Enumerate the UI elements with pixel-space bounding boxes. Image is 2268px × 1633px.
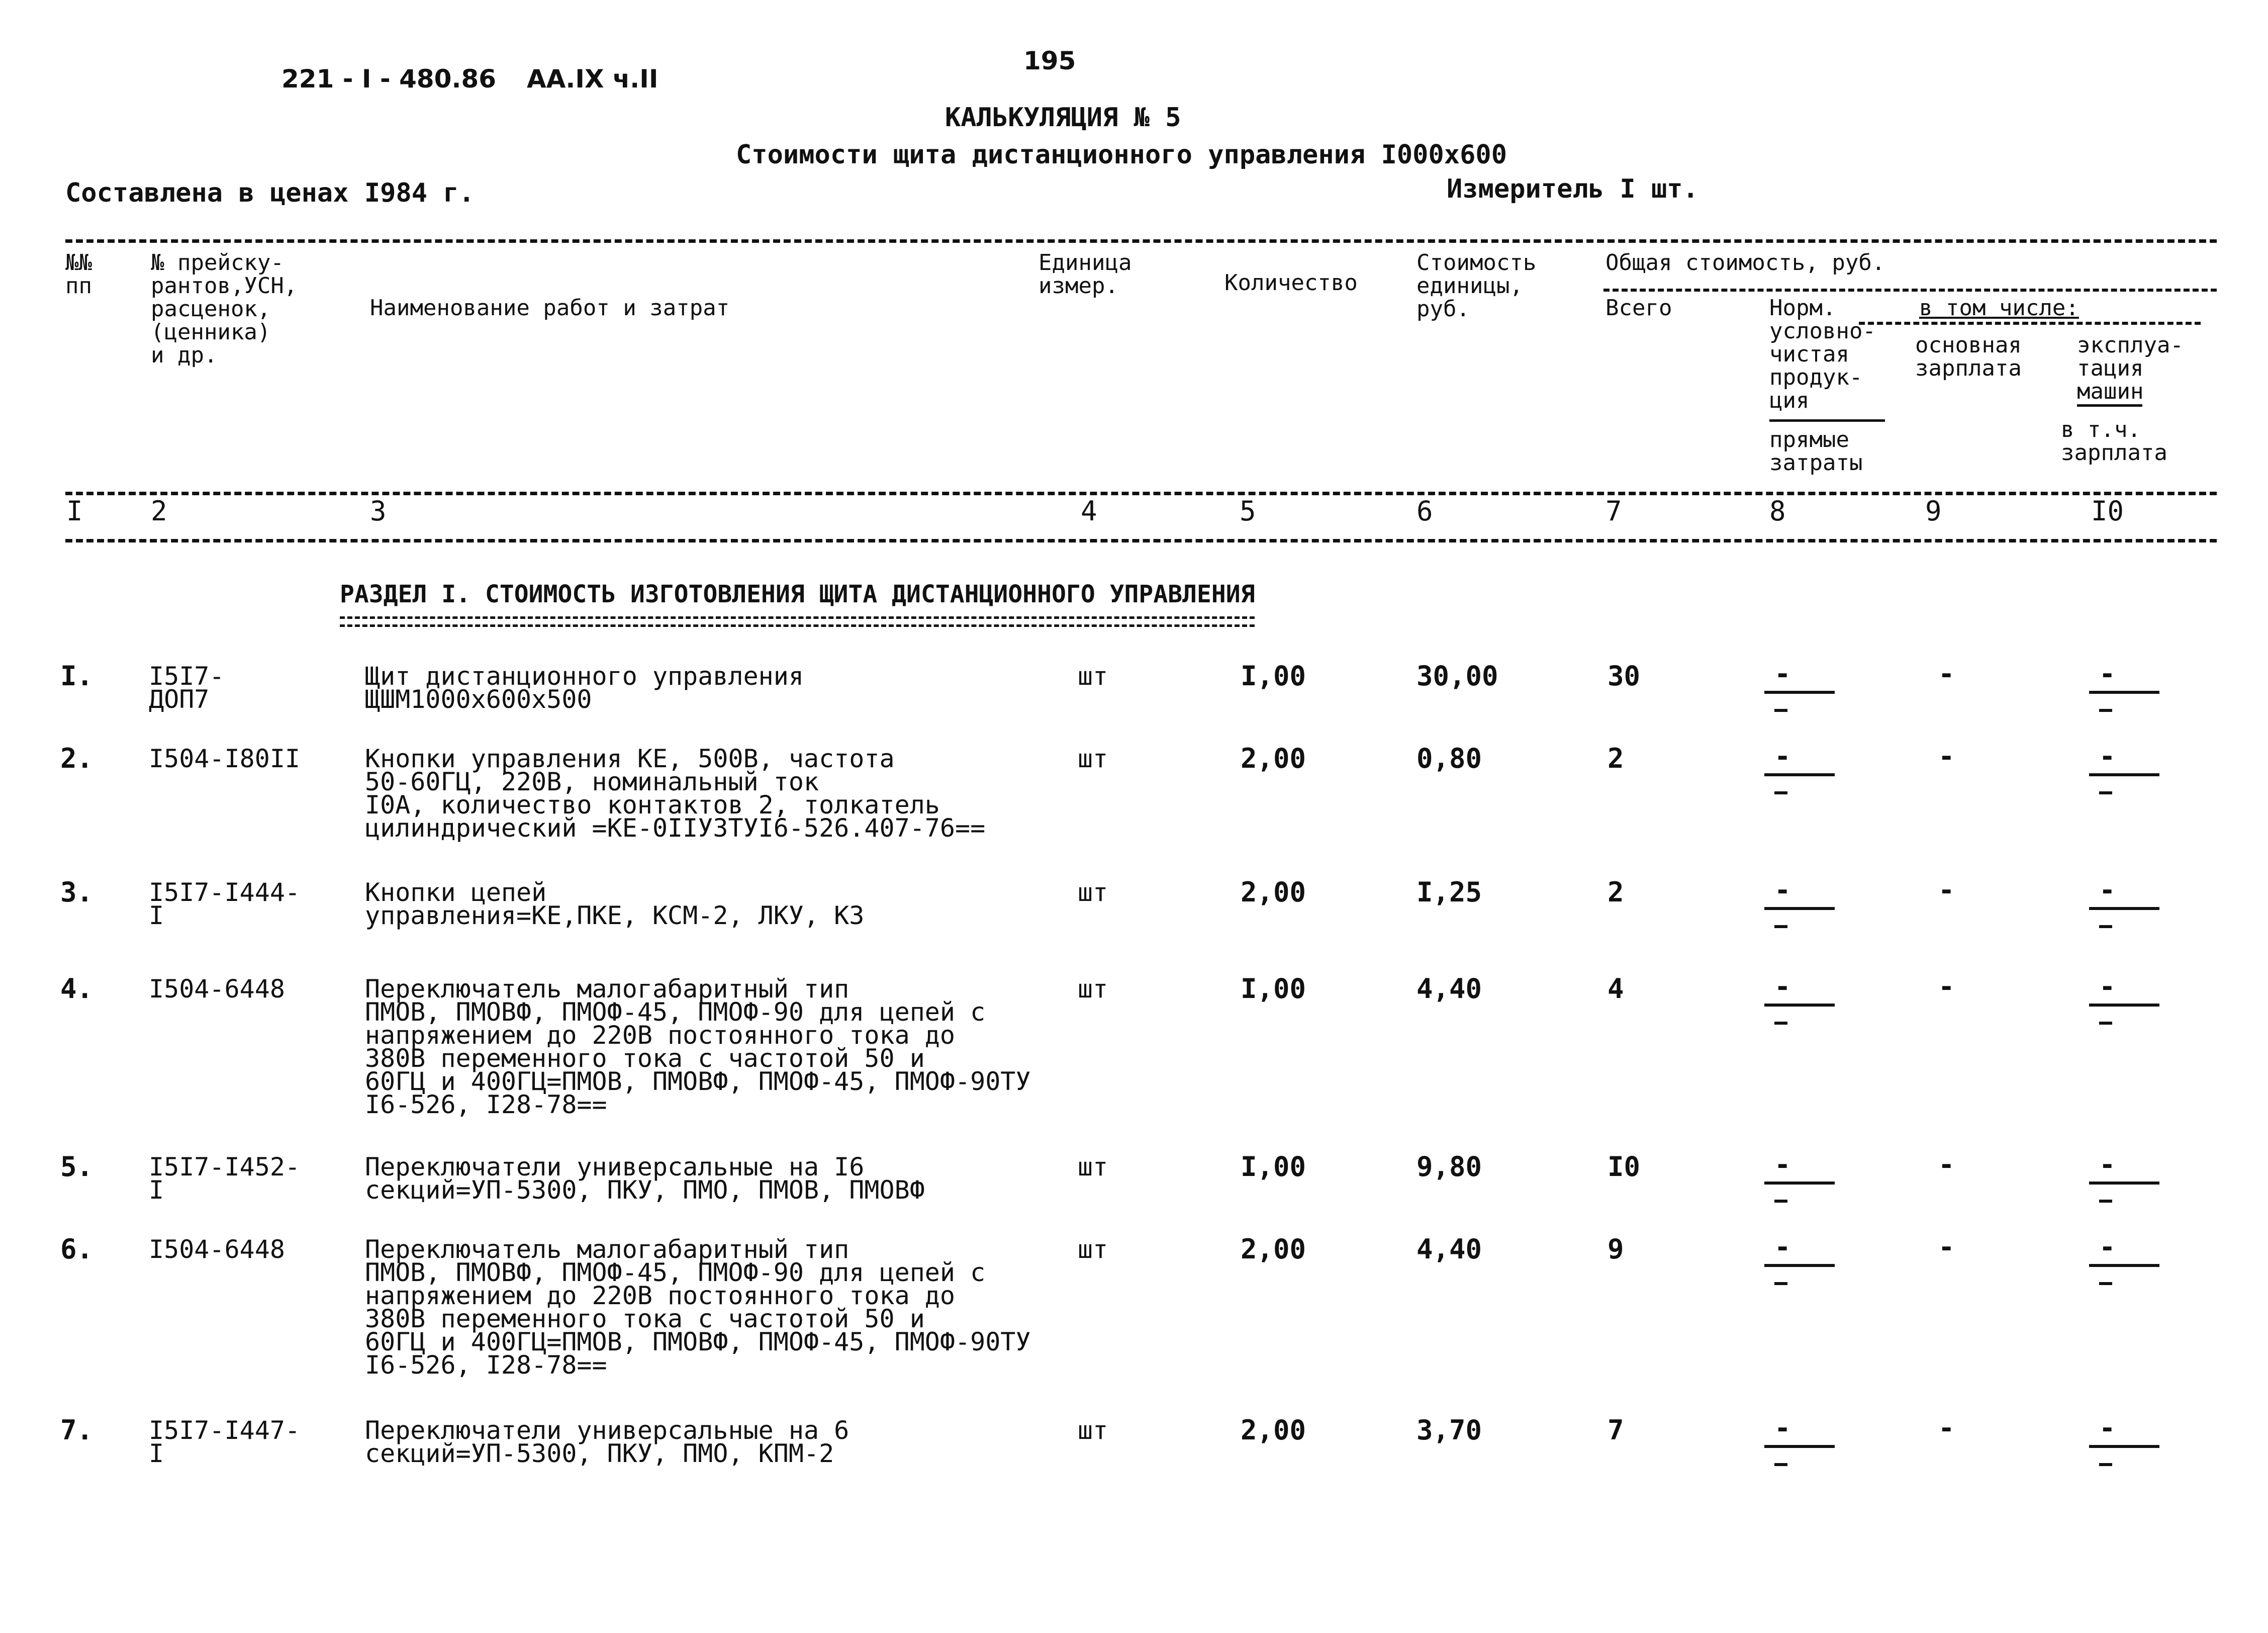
row-name: Щит дистанционного управления ЩШМ1000х600х500 bbox=[365, 662, 804, 714]
row-c10-value: - bbox=[2099, 741, 2116, 772]
header-bottom-rule bbox=[65, 539, 2217, 542]
colnum-2: 2 bbox=[151, 495, 167, 527]
row-c10-lower-dash bbox=[2099, 1282, 2112, 1285]
row-c8-value: - bbox=[1774, 874, 1791, 906]
header-total: Всего bbox=[1605, 295, 1672, 321]
row-c10-value: - bbox=[2099, 1149, 2116, 1181]
row-c9-value: - bbox=[1938, 1149, 1955, 1181]
row-c10-fraction-line bbox=[2089, 1445, 2159, 1448]
row-pricelist: I504-6448 bbox=[149, 1235, 285, 1264]
row-number: I. bbox=[60, 660, 93, 692]
row-c8-fraction-line bbox=[1764, 1264, 1835, 1267]
row-unit-price: I,25 bbox=[1416, 876, 1482, 908]
row-c10-lower-dash bbox=[2099, 1200, 2112, 1203]
row-total: I0 bbox=[1608, 1151, 1641, 1183]
row-c10-value: - bbox=[2099, 971, 2116, 1003]
row-name: Кнопки управления КЕ, 500В, частота 50-60ГЦ, 220В, номинальный ток I0А, количество контактов 2, толкатель цилиндрический =КЕ-0IIУ3ТУI6-526.407-76== bbox=[365, 744, 986, 843]
row-number: 7. bbox=[60, 1414, 93, 1446]
row-number: 5. bbox=[60, 1151, 93, 1183]
row-total: 4 bbox=[1608, 973, 1624, 1005]
row-c8-lower-dash bbox=[1774, 1282, 1787, 1285]
header-unit-price: Стоимость единицы, руб. bbox=[1416, 250, 1537, 322]
row-c10-lower-dash bbox=[2099, 709, 2112, 712]
header-c8b: прямые затраты bbox=[1769, 427, 1863, 476]
row-c8-fraction-line bbox=[1764, 773, 1835, 776]
header-c8a: Норм. условно- чистая продук- ция bbox=[1769, 295, 1876, 413]
row-c10-fraction-line bbox=[2089, 1264, 2159, 1267]
c8-divider bbox=[1769, 419, 1885, 422]
row-c10-fraction-line bbox=[2089, 1004, 2159, 1007]
section-underline-2 bbox=[340, 624, 1255, 627]
row-number: 4. bbox=[60, 973, 93, 1005]
header-including: в том числе: bbox=[1919, 295, 2079, 321]
row-c8-value: - bbox=[1774, 1231, 1791, 1263]
row-c9-value: - bbox=[1938, 1231, 1955, 1263]
colnum-9: 9 bbox=[1925, 495, 1942, 527]
measurement-unit: Измеритель I шт. bbox=[1447, 174, 1698, 204]
row-unit: шт bbox=[1078, 974, 1108, 1004]
row-quantity: I,00 bbox=[1241, 973, 1306, 1005]
colnum-1: I bbox=[66, 495, 83, 527]
row-name: Переключатель малогабаритный тип ПМОВ, ПМОВФ, ПМОФ-45, ПМОФ-90 для цепей с напряжением до 220В постоянного тока до 380В переменного тока с частотой 50 и 60ГЦ и 400ГЦ=ПМОВ, ПМОВФ, ПМОФ-45, ПМОФ-90ТУ I6-526, I28-78== bbox=[365, 974, 1031, 1119]
row-name: Переключатель малогабаритный тип ПМОВ, ПМОВФ, ПМОФ-45, ПМОФ-90 для цепей с напряжением до 220В постоянного тока до 380В переменного тока с частотой 50 и 60ГЦ и 400ГЦ=ПМОВ, ПМОВФ, ПМОФ-45, ПМОФ-90ТУ I6-526, I28-78== bbox=[365, 1235, 1031, 1380]
row-c8-lower-dash bbox=[1774, 709, 1787, 712]
row-unit-price: 0,80 bbox=[1416, 743, 1482, 774]
colnum-3: 3 bbox=[370, 495, 387, 527]
row-pricelist: I5I7-I447- I bbox=[149, 1416, 301, 1468]
header-c10b: в т.ч. зарплата bbox=[2061, 417, 2167, 466]
row-c10-fraction-line bbox=[2089, 1182, 2159, 1185]
row-c9-value: - bbox=[1938, 971, 1955, 1003]
header-c9: основная зарплата bbox=[1915, 332, 2022, 381]
header-row-number: №№ пп bbox=[65, 250, 92, 299]
row-c10-value: - bbox=[2099, 658, 2116, 690]
row-c8-value: - bbox=[1774, 658, 1791, 690]
row-c8-lower-dash bbox=[1774, 925, 1787, 928]
row-unit: шт bbox=[1078, 1235, 1108, 1264]
row-c10-fraction-line bbox=[2089, 773, 2159, 776]
row-c10-value: - bbox=[2099, 1231, 2116, 1263]
row-c10-value: - bbox=[2099, 1412, 2116, 1444]
header-mid-rule bbox=[65, 492, 2217, 495]
row-pricelist: I5I7- ДОП7 bbox=[149, 662, 225, 714]
section-title: РАЗДЕЛ I. СТОИМОСТЬ ИЗГОТОВЛЕНИЯ ЩИТА ДИСТАНЦИОННОГО УПРАВЛЕНИЯ bbox=[340, 580, 1255, 608]
row-unit-price: 4,40 bbox=[1416, 1233, 1482, 1265]
row-unit-price: 3,70 bbox=[1416, 1414, 1482, 1446]
prices-note: Составлена в ценах I984 г. bbox=[65, 178, 475, 208]
album-reference: АА.IX ч.II bbox=[527, 64, 658, 94]
row-total: 2 bbox=[1608, 876, 1624, 908]
row-c8-fraction-line bbox=[1764, 1182, 1835, 1185]
header-total-group: Общая стоимость, руб. bbox=[1605, 250, 1885, 276]
row-c8-fraction-line bbox=[1764, 1004, 1835, 1007]
row-number: 3. bbox=[60, 876, 93, 908]
row-quantity: 2,00 bbox=[1241, 1414, 1306, 1446]
row-unit-price: 9,80 bbox=[1416, 1151, 1482, 1183]
row-unit: шт bbox=[1078, 1416, 1108, 1445]
row-c8-value: - bbox=[1774, 971, 1791, 1003]
colnum-8: 8 bbox=[1769, 495, 1786, 527]
section-underline-1 bbox=[340, 616, 1255, 619]
row-c9-value: - bbox=[1938, 1412, 1955, 1444]
incl-group-rule bbox=[1859, 322, 2201, 325]
document-title: КАЛЬКУЛЯЦИЯ № 5 bbox=[945, 103, 1181, 133]
row-total: 2 bbox=[1608, 743, 1624, 774]
c10-divider bbox=[2077, 404, 2142, 407]
row-pricelist: I5I7-I452- I bbox=[149, 1152, 301, 1205]
row-c8-lower-dash bbox=[1774, 791, 1787, 794]
row-quantity: 2,00 bbox=[1241, 876, 1306, 908]
colnum-6: 6 bbox=[1416, 495, 1433, 527]
row-c10-value: - bbox=[2099, 874, 2116, 906]
header-c10a: эксплуа- тация машин bbox=[2077, 332, 2184, 404]
colnum-10: I0 bbox=[2091, 495, 2124, 527]
row-c10-lower-dash bbox=[2099, 1022, 2112, 1025]
row-c8-fraction-line bbox=[1764, 907, 1835, 910]
row-c10-lower-dash bbox=[2099, 925, 2112, 928]
document-subtitle: Стоимости щита дистанционного управления I000х600 bbox=[736, 140, 1507, 170]
row-total: 30 bbox=[1608, 660, 1641, 692]
total-group-rule bbox=[1603, 289, 2217, 292]
row-pricelist: I504-I80II bbox=[149, 744, 301, 773]
row-number: 6. bbox=[60, 1233, 93, 1265]
row-c8-lower-dash bbox=[1774, 1022, 1787, 1025]
row-c8-lower-dash bbox=[1774, 1463, 1787, 1466]
colnum-5: 5 bbox=[1240, 495, 1256, 527]
header-pricelist: № прейску- рантов,УСН, расценок, (ценника) и др. bbox=[151, 250, 298, 368]
row-quantity: 2,00 bbox=[1241, 743, 1306, 774]
row-total: 7 bbox=[1608, 1414, 1624, 1446]
row-pricelist: I5I7-I444- I bbox=[149, 878, 301, 930]
row-c8-value: - bbox=[1774, 1412, 1791, 1444]
row-c9-value: - bbox=[1938, 741, 1955, 772]
row-c8-fraction-line bbox=[1764, 691, 1835, 694]
row-c8-value: - bbox=[1774, 741, 1791, 772]
row-name: Переключатели универсальные на I6 секций=УП-5300, ПКУ, ПМО, ПМОВ, ПМОВФ bbox=[365, 1152, 925, 1205]
row-c10-lower-dash bbox=[2099, 1463, 2112, 1466]
row-unit: шт bbox=[1078, 744, 1108, 773]
row-unit-price: 30,00 bbox=[1416, 660, 1498, 692]
colnum-4: 4 bbox=[1081, 495, 1097, 527]
row-unit: шт bbox=[1078, 1152, 1108, 1182]
page-number: 195 bbox=[1023, 46, 1076, 75]
row-number: 2. bbox=[60, 743, 93, 774]
row-c9-value: - bbox=[1938, 658, 1955, 690]
header-name: Наименование работ и затрат bbox=[370, 295, 730, 321]
row-quantity: I,00 bbox=[1241, 1151, 1306, 1183]
row-unit: шт bbox=[1078, 662, 1108, 691]
row-quantity: 2,00 bbox=[1241, 1233, 1306, 1265]
colnum-7: 7 bbox=[1605, 495, 1622, 527]
row-name: Кнопки цепей управления=КЕ,ПКЕ, КСМ-2, ЛКУ, КЗ bbox=[365, 878, 865, 930]
row-unit-price: 4,40 bbox=[1416, 973, 1482, 1005]
row-unit: шт bbox=[1078, 878, 1108, 907]
row-c8-value: - bbox=[1774, 1149, 1791, 1181]
row-c10-fraction-line bbox=[2089, 907, 2159, 910]
row-pricelist: I504-6448 bbox=[149, 974, 285, 1004]
row-c8-lower-dash bbox=[1774, 1200, 1787, 1203]
row-name: Переключатели универсальные на 6 секций=УП-5300, ПКУ, ПМО, КПМ-2 bbox=[365, 1416, 849, 1468]
header-top-rule bbox=[65, 239, 2217, 243]
row-c10-lower-dash bbox=[2099, 791, 2112, 794]
document-code: 221 - I - 480.86 bbox=[281, 64, 497, 94]
row-quantity: I,00 bbox=[1241, 660, 1306, 692]
header-quantity: Количество bbox=[1224, 270, 1358, 296]
header-unit: Единица измер. bbox=[1038, 250, 1132, 299]
row-c9-value: - bbox=[1938, 874, 1955, 906]
row-total: 9 bbox=[1608, 1233, 1624, 1265]
row-c10-fraction-line bbox=[2089, 691, 2159, 694]
row-c8-fraction-line bbox=[1764, 1445, 1835, 1448]
